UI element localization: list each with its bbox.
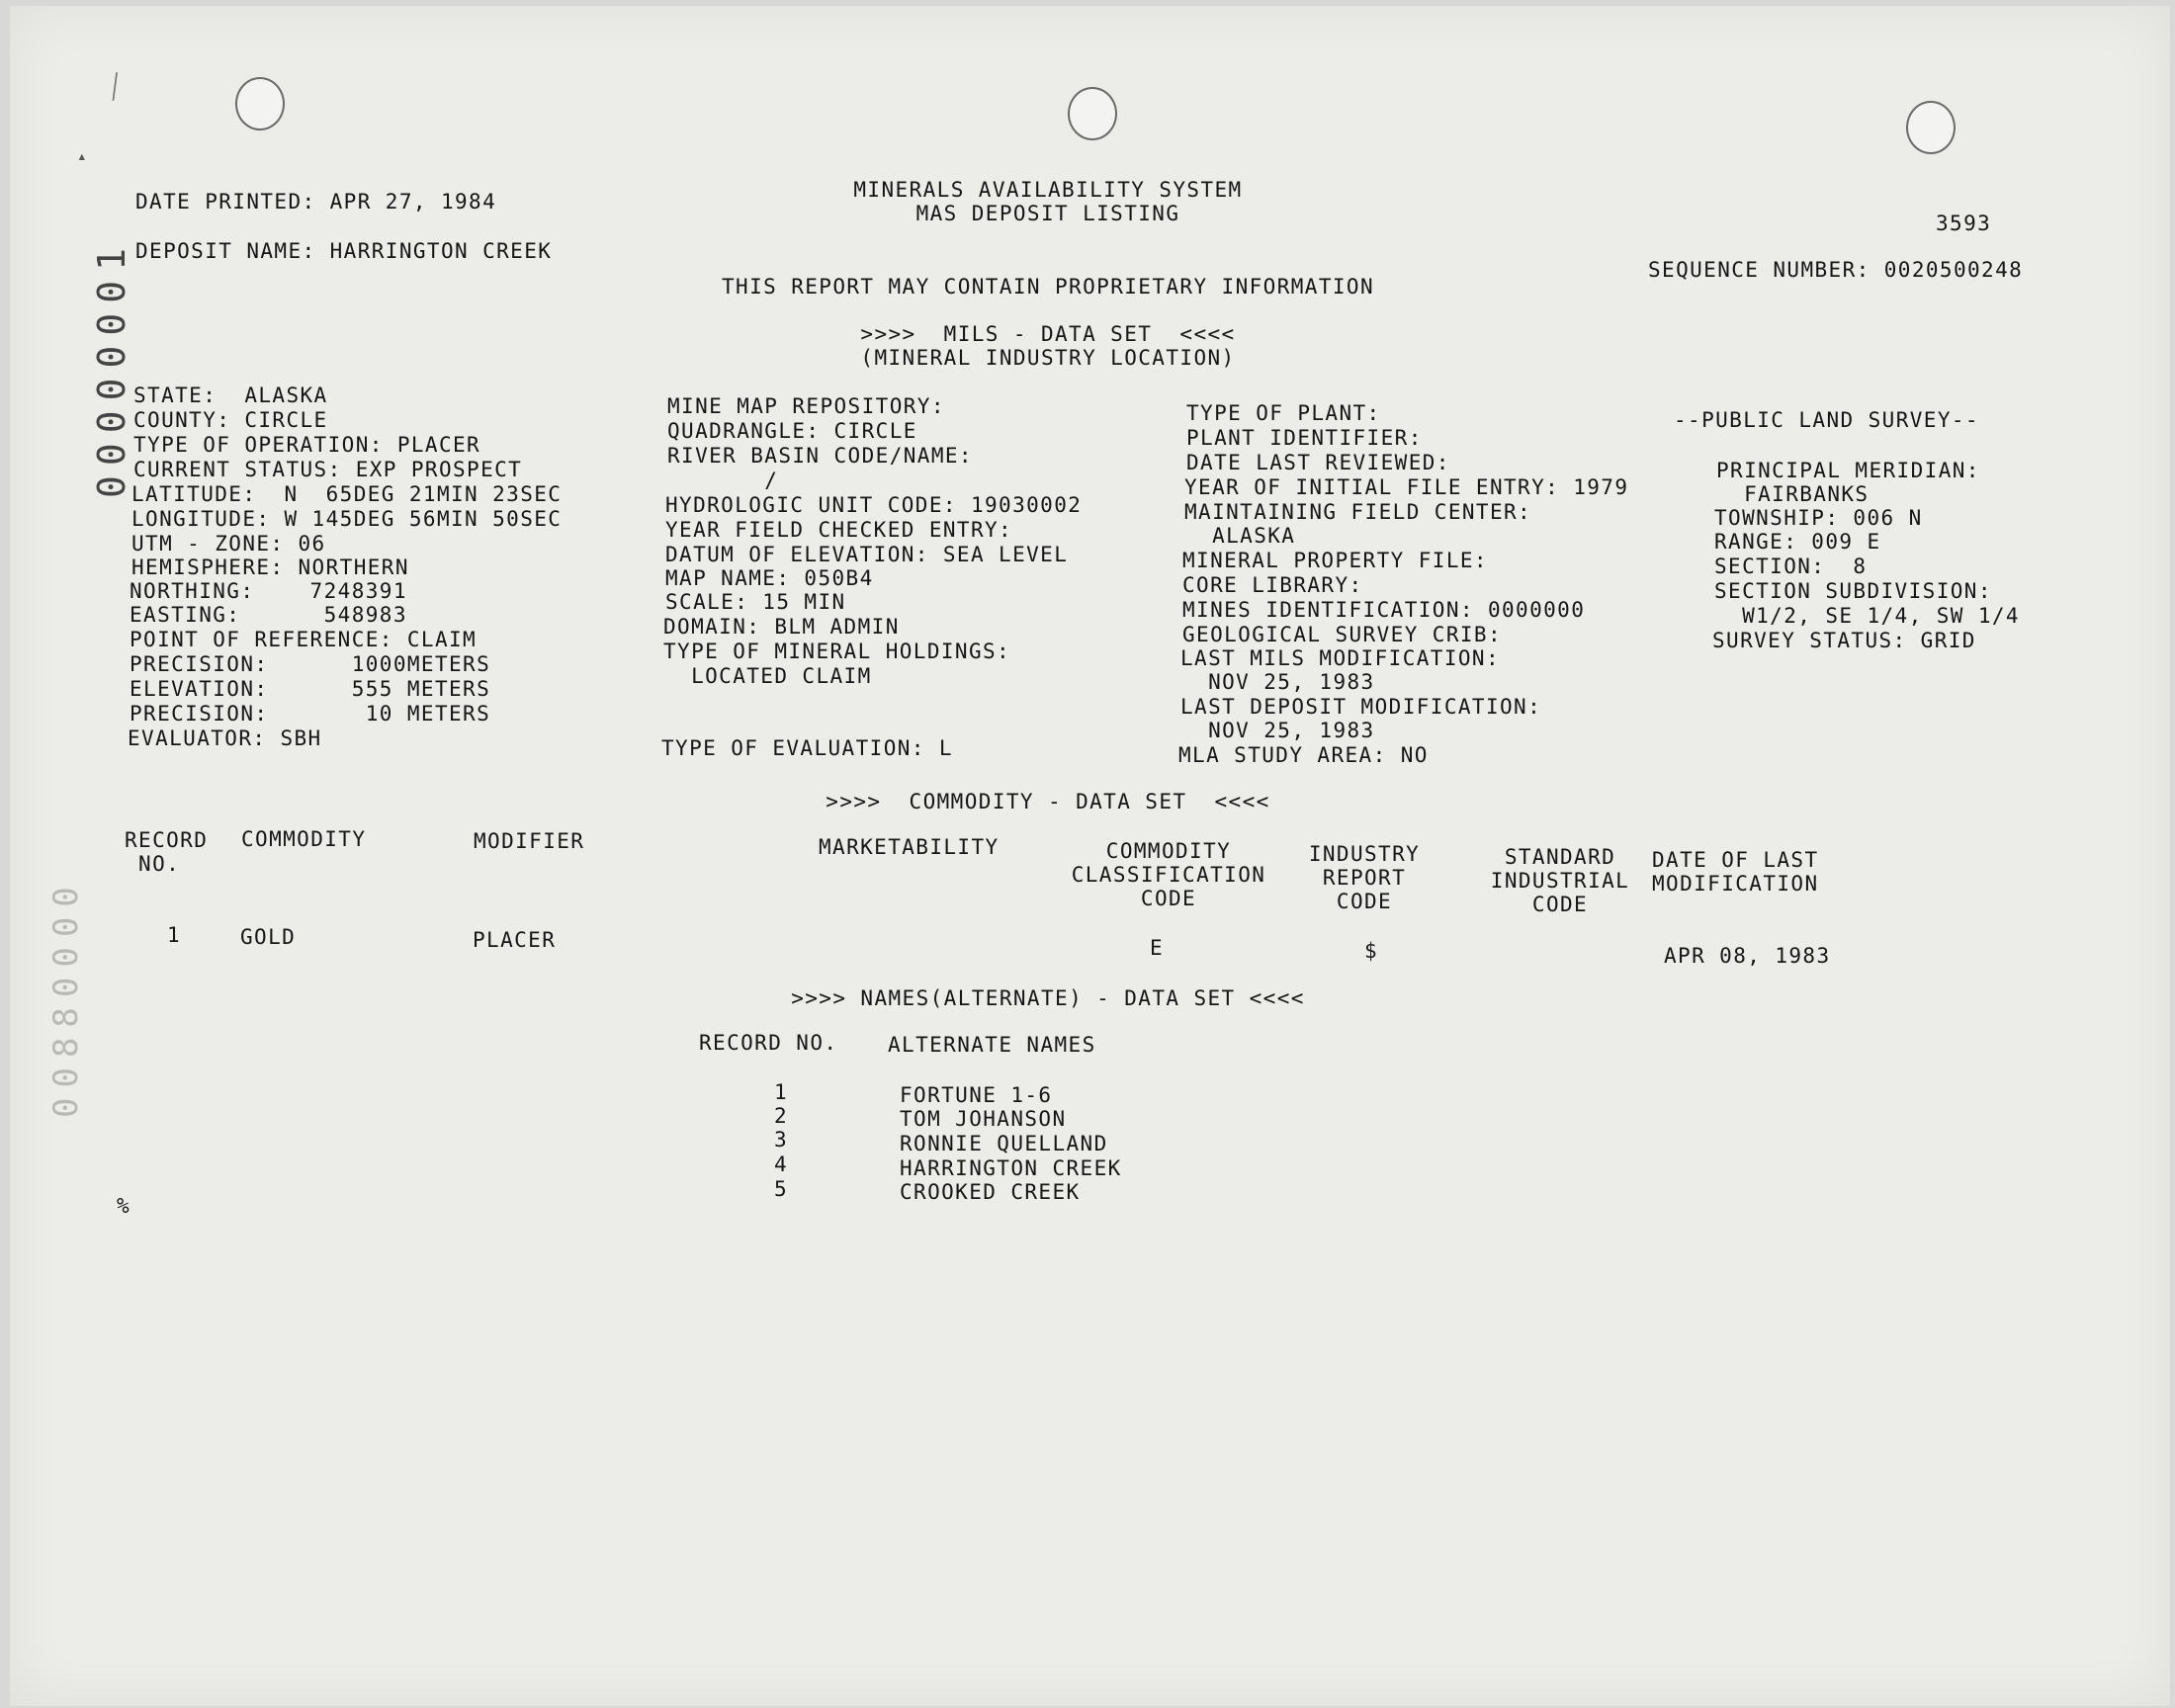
cell-modifier: PLACER xyxy=(473,928,557,952)
field-line: MINE MAP REPOSITORY: xyxy=(667,394,945,418)
field-line: W1/2, SE 1/4, SW 1/4 xyxy=(1714,604,2020,628)
mils-heading: >>>> MILS - DATA SET <<<< xyxy=(860,322,1236,346)
field-line: TYPE OF PLANT: xyxy=(1186,401,1381,425)
document-page xyxy=(10,6,2170,1706)
field-line: MLA STUDY AREA: NO xyxy=(1178,743,1429,767)
date-printed: DATE PRINTED: APR 27, 1984 xyxy=(135,190,497,214)
field-line: LATITUDE: N 65DEG 21MIN 23SEC xyxy=(131,482,563,506)
field-line: PRINCIPAL MERIDIAN: xyxy=(1716,459,1980,482)
col-header-marketability: MARKETABILITY xyxy=(819,835,1000,859)
col-header-record-no: RECORD NO. xyxy=(125,828,209,876)
col-header-industry-report: INDUSTRY REPORT CODE xyxy=(1308,842,1421,913)
field-line: LOCATED CLAIM xyxy=(663,664,872,688)
col-header-alternate-names: ALTERNATE NAMES xyxy=(888,1033,1096,1057)
punch-hole-left xyxy=(235,77,285,130)
field-line: HEMISPHERE: NORTHERN xyxy=(131,555,409,579)
mils-subheading: (MINERAL INDUSTRY LOCATION) xyxy=(860,346,1236,370)
field-line: COUNTY: CIRCLE xyxy=(133,408,328,432)
listing-title: MAS DEPOSIT LISTING xyxy=(915,202,1180,225)
field-line: EASTING: 548983 xyxy=(130,603,407,627)
alternate-name: RONNIE QUELLAND xyxy=(900,1132,1108,1155)
cell-industry-report: $ xyxy=(1364,939,1379,963)
page-number: 3593 xyxy=(1936,212,1992,235)
field-line: NOV 25, 1983 xyxy=(1180,670,1375,694)
field-line: CORE LIBRARY: xyxy=(1182,573,1363,597)
alternate-name: HARRINGTON CREEK xyxy=(900,1156,1122,1180)
footer-mark: % xyxy=(117,1194,131,1218)
proprietary-notice: THIS REPORT MAY CONTAIN PROPRIETARY INFORMATION xyxy=(721,275,1375,299)
field-line: MAINTAINING FIELD CENTER: xyxy=(1184,500,1532,524)
field-line: / xyxy=(667,469,779,492)
field-line: MINERAL PROPERTY FILE: xyxy=(1182,549,1488,572)
field-line: TOWNSHIP: 006 N xyxy=(1714,506,1923,530)
field-line: LAST DEPOSIT MODIFICATION: xyxy=(1180,695,1542,719)
field-line: MAP NAME: 050B4 xyxy=(665,566,874,590)
field-line: CURRENT STATUS: EXP PROSPECT xyxy=(133,458,523,481)
name-record-no: 1 xyxy=(774,1080,789,1104)
field-line: LAST MILS MODIFICATION: xyxy=(1180,646,1500,670)
field-line: UTM - ZONE: 06 xyxy=(131,532,326,555)
field-line: RANGE: 009 E xyxy=(1714,530,1881,554)
name-record-no: 2 xyxy=(774,1104,789,1128)
field-line: ELEVATION: 555 METERS xyxy=(130,677,491,701)
field-line: DATUM OF ELEVATION: SEA LEVEL xyxy=(665,543,1069,566)
field-line: DATE LAST REVIEWED: xyxy=(1186,451,1450,474)
field-line: YEAR FIELD CHECKED ENTRY: xyxy=(665,518,1013,542)
field-line: RIVER BASIN CODE/NAME: xyxy=(667,444,973,468)
field-line: SURVEY STATUS: GRID xyxy=(1712,629,1976,652)
name-record-no: 3 xyxy=(774,1128,789,1152)
field-line: PRECISION: 10 METERS xyxy=(130,702,491,726)
col-header-classification: COMMODITY CLASSIFICATION CODE xyxy=(1071,839,1266,910)
cell-last-mod: APR 08, 1983 xyxy=(1664,944,1831,968)
col-header-record-no: RECORD NO. xyxy=(699,1031,838,1055)
field-line: HYDROLOGIC UNIT CODE: 19030002 xyxy=(665,493,1083,517)
field-line: TYPE OF OPERATION: PLACER xyxy=(133,433,481,457)
field-line: SCALE: 15 MIN xyxy=(665,590,846,614)
alternate-name: FORTUNE 1-6 xyxy=(900,1083,1053,1107)
field-line: SECTION: 8 xyxy=(1714,555,1868,578)
field-line: FAIRBANKS xyxy=(1716,482,1870,506)
col-header-last-mod: DATE OF LAST MODIFICATION xyxy=(1652,848,1819,896)
cell-commodity: GOLD xyxy=(240,925,297,949)
evaluation-type: TYPE OF EVALUATION: L xyxy=(661,736,953,760)
cell-record-no: 1 xyxy=(167,923,182,947)
col-header-commodity: COMMODITY xyxy=(241,827,367,851)
field-line: SECTION SUBDIVISION: xyxy=(1714,579,1992,603)
side-stamp-number: 00000001 xyxy=(90,237,133,498)
pencil-mark: ╱ xyxy=(105,73,127,102)
field-line: GEOLOGICAL SURVEY CRIB: xyxy=(1182,623,1502,646)
commodity-heading: >>>> COMMODITY - DATA SET <<<< xyxy=(826,790,1270,813)
field-line: PLANT IDENTIFIER: xyxy=(1186,426,1423,450)
col-header-modifier: MODIFIER xyxy=(474,829,585,853)
alternate-name: CROOKED CREEK xyxy=(900,1180,1081,1204)
field-line: TYPE OF MINERAL HOLDINGS: xyxy=(663,640,1011,663)
field-line: EVALUATOR: SBH xyxy=(128,726,322,750)
field-line: STATE: ALASKA xyxy=(133,384,328,407)
side-stamp-faint: 00880000 xyxy=(46,877,86,1118)
deposit-name: DEPOSIT NAME: HARRINGTON CREEK xyxy=(135,239,553,263)
name-record-no: 4 xyxy=(774,1153,789,1176)
names-heading: >>>> NAMES(ALTERNATE) - DATA SET <<<< xyxy=(791,986,1305,1010)
field-line: PRECISION: 1000METERS xyxy=(130,652,491,676)
punch-hole-right xyxy=(1906,101,1956,154)
field-line: MINES IDENTIFICATION: 0000000 xyxy=(1182,598,1586,622)
name-record-no: 5 xyxy=(774,1177,789,1201)
punch-hole-center xyxy=(1068,87,1117,140)
field-line: ALASKA xyxy=(1184,524,1296,548)
land-survey-heading: --PUBLIC LAND SURVEY-- xyxy=(1674,408,1979,432)
cell-classification: E xyxy=(1150,936,1165,960)
alternate-name: TOM JOHANSON xyxy=(900,1107,1067,1131)
field-line: QUADRANGLE: CIRCLE xyxy=(667,419,917,443)
field-line: DOMAIN: BLM ADMIN xyxy=(663,615,900,639)
sequence-number: SEQUENCE NUMBER: 0020500248 xyxy=(1648,258,2024,282)
system-title: MINERALS AVAILABILITY SYSTEM xyxy=(853,178,1243,202)
field-line: NORTHING: 7248391 xyxy=(130,579,407,603)
col-header-sic: STANDARD INDUSTRIAL CODE xyxy=(1490,845,1630,916)
field-line: YEAR OF INITIAL FILE ENTRY: 1979 xyxy=(1184,475,1629,499)
field-line: LONGITUDE: W 145DEG 56MIN 50SEC xyxy=(131,507,563,531)
field-line: NOV 25, 1983 xyxy=(1180,719,1375,742)
field-line: POINT OF REFERENCE: CLAIM xyxy=(130,628,478,651)
stray-speck: ▴ xyxy=(77,146,87,165)
